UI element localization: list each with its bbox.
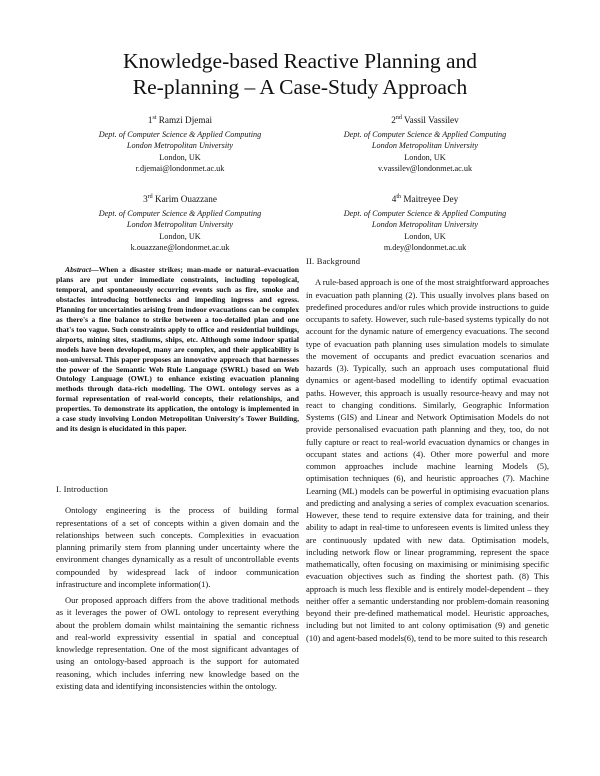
author-university: London Metropolitan University bbox=[371, 141, 479, 151]
title-line-1: Knowledge-based Reactive Planning and bbox=[122, 49, 478, 73]
paragraph: Ontology engineering is the process of building formal representations of a set of concepts within a given domain and the relationships between such concepts. Complexities in evacuation planning primarily stem from planning under uncertainty where the environment changes dynamically as a result of uncontrollable events compounded by widespread lack of indoor communication infrastructure and incomplete information(1). bbox=[56, 505, 299, 589]
author-email: v.vassilev@londonmet.ac.uk bbox=[377, 164, 473, 174]
section-heading: II. Background bbox=[306, 256, 361, 266]
author-city: London, UK bbox=[159, 152, 201, 162]
title-line-2: Re-planning – A Case-Study Approach bbox=[132, 75, 468, 99]
section-heading: I. Introduction bbox=[56, 484, 109, 494]
author-name: 1st Ramzi Djemai bbox=[147, 115, 213, 126]
author-name: 2nd Vassil Vassilev bbox=[391, 115, 459, 126]
author-name: 4th Maitreyee Dey bbox=[391, 194, 459, 205]
author-name: 3rd Karim Ouazzane bbox=[143, 194, 217, 205]
author-email: m.dey@londonmet.ac.uk bbox=[383, 243, 467, 253]
author-city: London, UK bbox=[404, 231, 446, 241]
abstract bbox=[56, 265, 299, 434]
author-block-1 bbox=[55, 113, 305, 175]
author-email: r.djemai@londonmet.ac.uk bbox=[135, 164, 225, 174]
author-city: London, UK bbox=[159, 231, 201, 241]
section-introduction bbox=[56, 483, 299, 692]
author-university: London Metropolitan University bbox=[126, 141, 234, 151]
author-department: Dept. of Computer Science & Applied Computing bbox=[343, 208, 507, 218]
author-email: k.ouazzane@londonmet.ac.uk bbox=[130, 243, 230, 253]
author-university: London Metropolitan University bbox=[126, 220, 234, 230]
paper-title bbox=[0, 48, 600, 100]
author-department: Dept. of Computer Science & Applied Computing bbox=[98, 129, 262, 139]
abstract-text: Abstract—When a disaster strikes; man-made or natural–evacuation plans are put under immediate constraints, including topological, temporal, and spontaneously occurring events such as fire, smoke and obstacles introducing bottlenecks and impeding ingress and egress. Planning for uncertainties arising from indoor evacuations can be complex as there's a fine balance to strike between a too-detailed plan and one that's too vague. Such constraints apply to office and residential buildings, airports, mining sites, stadiums, ships, etc. Although some indoor spatial models have been developed, many are complex, and their applicability is non-universal. This paper proposes an innovative approach that harnesses the power of the Semantic Web Rule Language (SWRL) based on Web Ontology Language (OWL) to enhance existing evacuation planning methods through data-rich modelling. The OWL ontology serves as a formal representation of real-world concepts, their relationships, and properties. To demonstrate its application, the ontology is implemented in a case study involving London Metropolitan University's Tower Building, and its design is elucidated in this paper. bbox=[56, 265, 299, 434]
section-background bbox=[306, 255, 549, 644]
author-department: Dept. of Computer Science & Applied Computing bbox=[343, 129, 507, 139]
author-city: London, UK bbox=[404, 152, 446, 162]
author-university: London Metropolitan University bbox=[371, 220, 479, 230]
author-department: Dept. of Computer Science & Applied Computing bbox=[98, 208, 262, 218]
author-block-2 bbox=[300, 113, 550, 175]
abstract-label: Abstract bbox=[65, 265, 92, 274]
author-block-4 bbox=[300, 192, 550, 254]
author-block-3 bbox=[55, 192, 305, 254]
paragraph: A rule-based approach is one of the most straightforward approaches in evacuation path planning (2). This usually involves plans based on predefined procedures and/or rules which provide instructions to guide occupants to safety. However, such rule-based systems typically do not account for the dynamic nature of emergency evacuations. The second type of evacuation path planning uses simulation models to simulate the movement of occupants and predict evacuation scenarios and hazards (3). Typically, such an approach uses computational fluid dynamics or agent-based modelling to identify optimal evacuation paths. However, this approach is usually resource-heavy and may not react to changing conditions. Similarly, Geographic Information Systems (GIS) and Linear and Network Optimisation Models do not provide personalised evacuation path planning and they, too, do not fully capture or react to real-world evacuation dynamics or changes in occupant states and actions (4). Other more powerful and more common approaches include machine learning Models (5), optimisation techniques (6), and heuristic approaches (7). Machine Learning (ML) models can be powerful in optimising evacuation plans and predicting and analysing a series of complex evacuation scenarios. However, these tend to require extensive data for training, and their ability to adapt in real-time to unforeseen events is limited unless they are continuously updated with new data. Optimisation models, including network flow or linear programming, represent the space mathematically, often focusing on maximising or minimising specific evacuation objectives such as finding the shortest path. (8) This approach is much less flexible and is entirely model-dependent – they neither offer a semantic understanding nor problem-domain reasoning beyond their pre-defined mathematical model. Heuristic approaches, including but not limited to ant colony optimisation (9) and genetic (10) and agent-based models(6), tend to be more suited to this research bbox=[306, 277, 549, 643]
paragraph: Our proposed approach differs from the above traditional methods as it leverages the power of OWL ontology to represent everything about the problem domain whilst maintaining the semantic richness and real-world expressivity essential in spatial and conceptual knowledge representation. One of the most significant advantages of using an ontology-based approach is the support for automated reasoning, which includes inferring new knowledge based on the existing data and identifying inconsistencies within the ontology. bbox=[56, 595, 299, 691]
